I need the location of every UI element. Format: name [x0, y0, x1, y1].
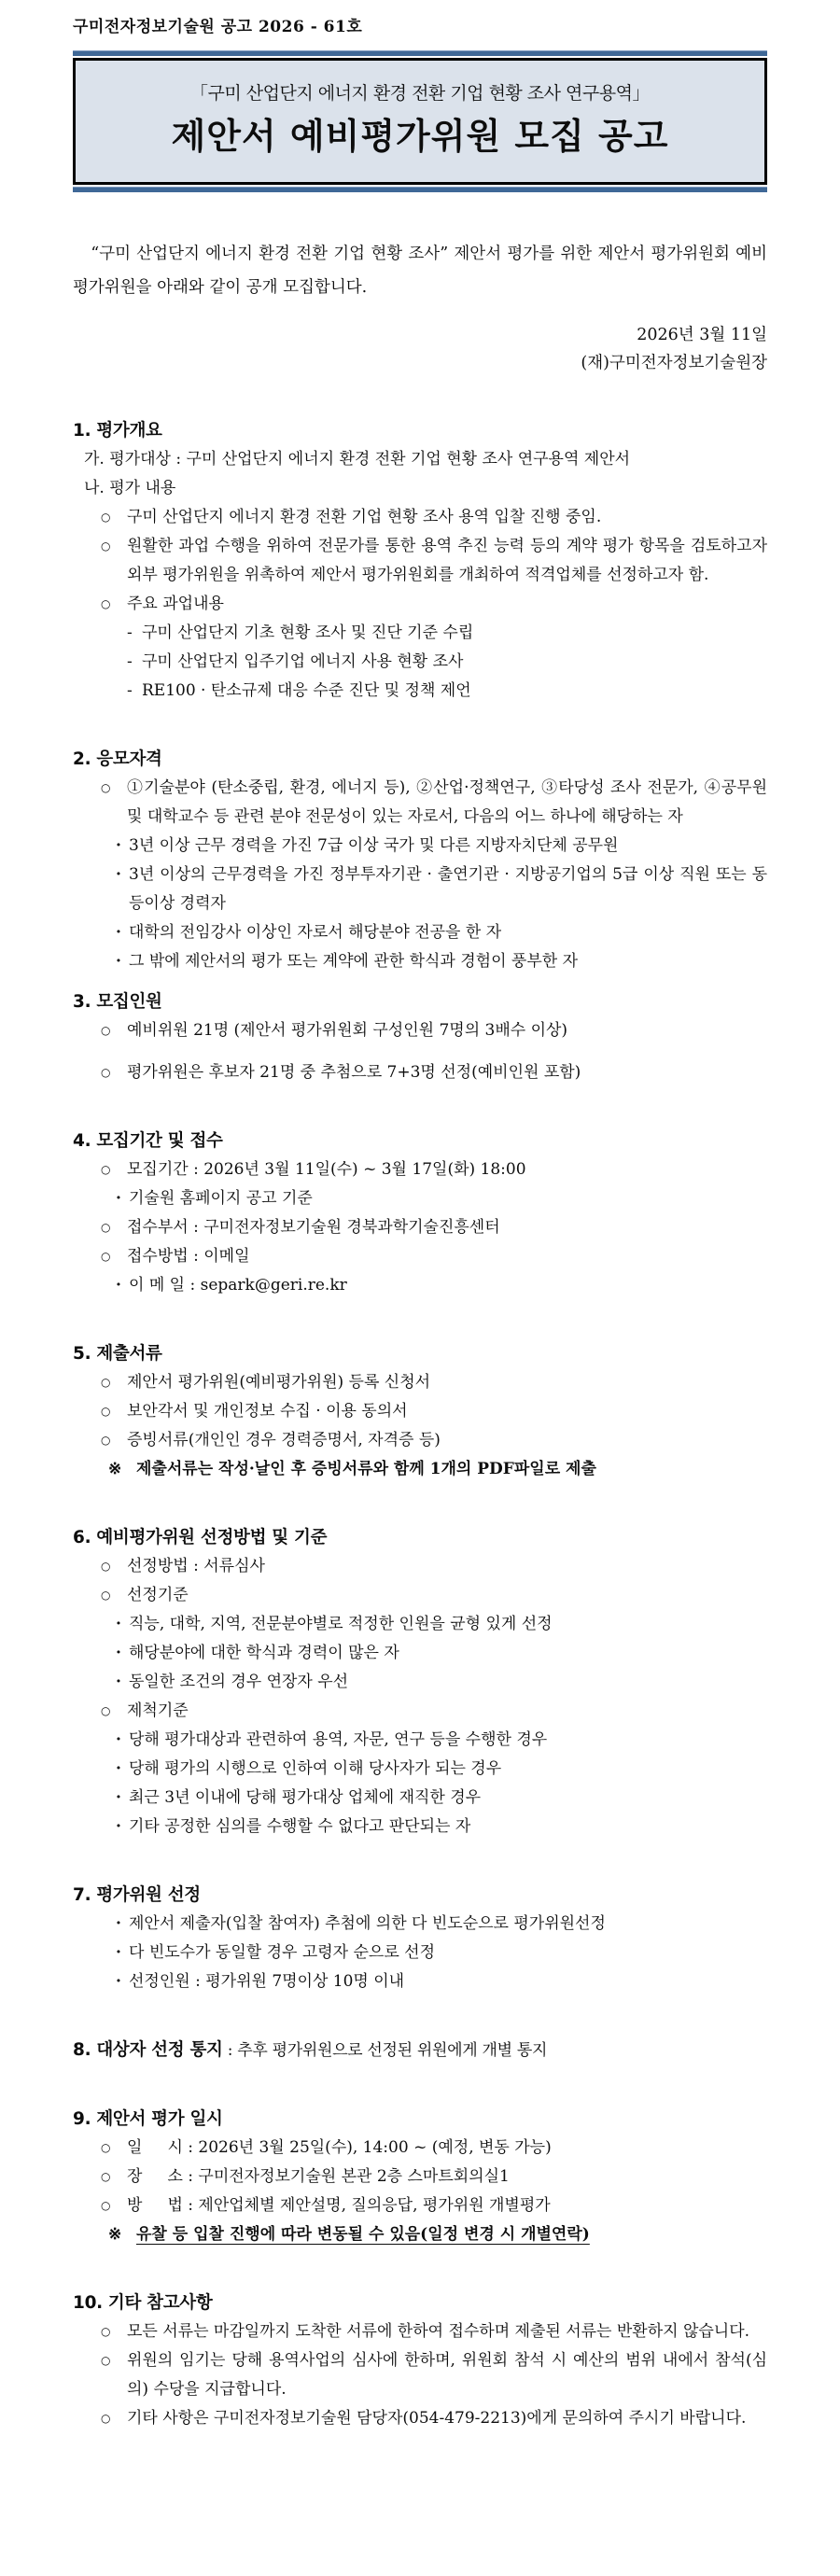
- section-heading: [73, 745, 767, 774]
- bullet-marker: ○: [101, 2411, 111, 2425]
- section-title: 평가개요: [96, 420, 162, 441]
- section-number: 1.: [73, 420, 91, 441]
- notice-number: 구미전자정보기술원 공고 2026 - 61호: [73, 18, 363, 36]
- section-number: 2.: [73, 749, 91, 769]
- section-5: [73, 1339, 767, 1484]
- section-heading: [73, 416, 767, 445]
- list-item: [73, 1155, 767, 1184]
- list-item: [73, 1639, 767, 1668]
- list-item: [73, 1426, 767, 1455]
- bullet-marker: ·: [116, 1614, 121, 1633]
- list-item: [73, 1784, 767, 1813]
- bullet-marker: ○: [101, 596, 111, 610]
- list-item: [73, 474, 767, 503]
- list-item: [73, 648, 767, 677]
- list-item: [73, 1058, 767, 1087]
- list-item: [73, 1910, 767, 1939]
- list-item: [73, 861, 767, 918]
- bullet-marker: ○: [101, 1023, 111, 1037]
- list-item-text: 기타 사항은 구미전자정보기술원 담당자(054-479-2213)에게 문의하여 주시기 바랍니다.: [127, 2408, 747, 2428]
- section-1: [73, 416, 767, 706]
- list-item: [73, 1368, 767, 1397]
- list-item: [73, 2404, 767, 2433]
- list-item: [73, 1581, 767, 1610]
- list-item: [73, 1697, 767, 1726]
- bullet-marker: ○: [101, 1703, 111, 1717]
- bullet-marker: ○: [101, 1404, 111, 1418]
- list-item: [73, 1397, 767, 1426]
- list-item: [73, 1552, 767, 1581]
- list-item: [73, 2317, 767, 2346]
- list-item: [73, 2191, 767, 2220]
- list-item-text: 장 소 : 구미전자정보기술원 본관 2층 스마트회의실1: [127, 2166, 510, 2186]
- section-title: 제안서 평가 일시: [96, 2108, 223, 2129]
- bullet-marker: ·: [116, 835, 121, 855]
- list-item-text: 당해 평가의 시행으로 인하여 이해 당사자가 되는 경우: [129, 1758, 502, 1778]
- list-item-text: 유찰 등 입찰 진행에 따라 변동될 수 있음(일정 변경 시 개별연락): [136, 2224, 590, 2244]
- list-item: [73, 1967, 767, 1996]
- list-item-text: 기타 공정한 심의를 수행할 수 없다고 판단되는 자: [129, 1816, 471, 1836]
- list-item-text: 동일한 조건의 경우 연장자 우선: [129, 1672, 349, 1691]
- reference-mark: ※: [108, 2224, 122, 2244]
- issuer-signature: (재)구미전자정보기술원장: [581, 353, 767, 372]
- bullet-marker: ○: [101, 2353, 111, 2367]
- section-title: 기타 참고사항: [107, 2292, 213, 2313]
- bullet-marker: ○: [101, 539, 111, 553]
- list-item-text: 평가위원은 후보자 21명 중 추첨으로 7+3명 선정(예비인원 포함): [127, 1062, 581, 1082]
- bullet-marker: ·: [116, 1971, 121, 1991]
- list-item-text: 접수방법 : 이메일: [127, 1246, 250, 1266]
- list-item-text: 기술원 홈페이지 공고 기준: [129, 1188, 313, 1208]
- list-item: [73, 1271, 767, 1300]
- section-7: [73, 1881, 767, 1996]
- title-box: [73, 58, 767, 185]
- section-heading: [73, 1339, 767, 1368]
- list-item-text: 제척기준: [127, 1701, 189, 1720]
- list-item-text: 예비위원 21명 (제안서 평가위원회 구성인원 7명의 3배수 이상): [127, 1020, 568, 1040]
- list-item: [73, 1242, 767, 1271]
- bullet-marker: ○: [101, 1559, 111, 1573]
- list-item-text: 3년 이상 근무 경력을 가진 7급 이상 국가 및 다른 지방자치단체 공무원: [129, 835, 619, 855]
- section-number: 6.: [73, 1527, 91, 1547]
- reference-mark: ※: [108, 1459, 122, 1478]
- section-title: 대상자 선정 통지: [96, 2039, 223, 2060]
- list-item: [73, 1939, 767, 1967]
- section-heading: [73, 2105, 767, 2134]
- list-item: [73, 918, 767, 947]
- list-item-text: 모든 서류는 마감일까지 도착한 서류에 한하여 접수하며 제출된 서류는 반환하지 않습니다.: [127, 2321, 750, 2341]
- section-number: 10.: [73, 2292, 103, 2313]
- list-item-text: 제출서류는 작성·날인 후 증빙서류와 함께 1개의 PDF파일로 제출: [136, 1459, 596, 1478]
- section-title: 응모자격: [96, 749, 162, 769]
- bullet-marker: ○: [101, 2198, 111, 2212]
- list-item: [73, 677, 767, 706]
- list-item-text: 제안서 평가위원(예비평가위원) 등록 신청서: [127, 1372, 431, 1392]
- bullet-marker: ○: [101, 2324, 111, 2338]
- list-item-text: 다 빈도수가 동일할 경우 고령자 순으로 선정: [129, 1942, 436, 1962]
- list-item-text: 3년 이상의 근무경력을 가진 정부투자기관 · 출연기관 · 지방공기업의 5급 이상 직원 또는 동등이상 경력자: [129, 864, 767, 913]
- list-item-text: 제안서 제출자(입찰 참여자) 추첨에 의한 다 빈도순으로 평가위원선정: [129, 1913, 606, 1933]
- list-item: [73, 1755, 767, 1784]
- bullet-marker: ○: [101, 1162, 111, 1176]
- section-heading: [73, 1523, 767, 1552]
- list-item: [73, 1184, 767, 1213]
- section-number: 5.: [73, 1343, 91, 1364]
- bullet-marker: ·: [116, 1643, 121, 1662]
- intro-paragraph: “구미 산업단지 에너지 환경 전환 기업 현황 조사” 제안서 평가를 위한 제안서 평가위원회 예비 평가위원을 아래와 같이 공개 모집합니다.: [73, 245, 767, 297]
- list-item-text: 주요 과업내용: [127, 594, 224, 613]
- list-item-text: 최근 3년 이내에 당해 평가대상 업체에 재직한 경우: [129, 1787, 482, 1807]
- bullet-marker: ○: [101, 1588, 111, 1602]
- section-6: [73, 1523, 767, 1841]
- bullet-marker: ○: [101, 1249, 111, 1263]
- list-item-text: 방 법 : 제안업체별 제안설명, 질의응답, 평가위원 개별평가: [127, 2195, 551, 2215]
- section-10: [73, 2289, 767, 2433]
- bullet-marker: ·: [116, 1188, 121, 1208]
- section-2: [73, 745, 767, 976]
- list-item-text: 이 메 일 : separk@geri.re.kr: [129, 1275, 347, 1295]
- list-item-text: 가. 평가대상 : 구미 산업단지 에너지 환경 전환 기업 현황 조사 연구용역 제안서: [84, 449, 631, 469]
- section-title: 제출서류: [96, 1343, 162, 1364]
- bullet-marker: ○: [101, 2169, 111, 2183]
- list-item-text: 대학의 전임강사 이상인 자로서 해당분야 전공을 한 자: [129, 922, 502, 942]
- list-item: [73, 1813, 767, 1841]
- list-item-text: 모집기간 : 2026년 3월 11일(수) ~ 3월 17일(화) 18:00: [127, 1159, 526, 1179]
- list-item: [73, 2163, 767, 2191]
- section-number: 7.: [73, 1884, 91, 1905]
- list-item: [73, 503, 767, 532]
- bullet-marker: ·: [116, 1787, 121, 1807]
- section-heading: [73, 1881, 767, 1910]
- list-item-text: 구미 산업단지 입주기업 에너지 사용 현황 조사: [142, 651, 464, 671]
- list-item: [73, 590, 767, 619]
- bullet-marker: ○: [101, 510, 111, 524]
- list-item-text: 위원의 임기는 당해 용역사업의 심사에 한하며, 위원회 참석 시 예산의 범위 내에서 참석(심의) 수당을 지급합니다.: [127, 2350, 767, 2399]
- bullet-marker: ·: [116, 1275, 121, 1295]
- list-item-text: 구미 산업단지 기초 현황 조사 및 진단 기준 수립: [142, 623, 474, 642]
- section-number: 8.: [73, 2039, 91, 2060]
- bullet-marker: ○: [101, 780, 111, 794]
- project-subtitle: 「구미 산업단지 에너지 환경 전환 기업 현황 조사 연구용역」: [190, 83, 650, 104]
- list-item-text: ①기술분야 (탄소중립, 환경, 에너지 등), ②산업·정책연구, ③타당성 조사 전문가, ④공무원 및 대학교수 등 관련 분야 전문성이 있는 자로서, 다음의 어느 하나에 해당하는 자: [127, 777, 767, 826]
- bullet-marker: -: [127, 651, 133, 671]
- list-item-text: 당해 평가대상과 관련하여 용역, 자문, 연구 등을 수행한 경우: [129, 1729, 548, 1749]
- list-item: [73, 1455, 767, 1484]
- section-3: [73, 987, 767, 1087]
- bullet-marker: ○: [101, 2140, 111, 2154]
- bullet-marker: ○: [101, 1433, 111, 1447]
- bullet-marker: -: [127, 623, 133, 642]
- section-heading: [73, 2036, 767, 2065]
- bullet-marker: ·: [116, 951, 121, 971]
- bullet-marker: ○: [101, 1065, 111, 1079]
- list-item-text: 선정인원 : 평가위원 7명이상 10명 이내: [129, 1971, 405, 1991]
- section-number: 9.: [73, 2108, 91, 2129]
- list-item-text: 일 시 : 2026년 3월 25일(수), 14:00 ~ (예정, 변동 가능): [127, 2137, 552, 2157]
- list-item-text: 그 밖에 제안서의 평가 또는 계약에 관한 학식과 경험이 풍부한 자: [129, 951, 579, 971]
- list-item-text: 해당분야에 대한 학식과 경력이 많은 자: [129, 1643, 399, 1662]
- list-item: [73, 1610, 767, 1639]
- list-item: [73, 2220, 767, 2249]
- list-item-text: 나. 평가 내용: [84, 478, 176, 497]
- sections-container: [73, 416, 767, 2433]
- list-item: [73, 1016, 767, 1045]
- list-item: [73, 1213, 767, 1242]
- list-item: [73, 774, 767, 832]
- bullet-marker: ·: [116, 864, 121, 884]
- bullet-marker: ·: [116, 1758, 121, 1778]
- section-4: [73, 1127, 767, 1300]
- bullet-marker: ·: [116, 1913, 121, 1933]
- section-9: [73, 2105, 767, 2249]
- section-heading: [73, 987, 767, 1016]
- list-item: [73, 1668, 767, 1697]
- list-item-text: 선정기준: [127, 1585, 189, 1604]
- list-item: [73, 832, 767, 861]
- bullet-marker: ·: [116, 1672, 121, 1691]
- bullet-marker: ·: [116, 922, 121, 942]
- bullet-marker: ·: [116, 1942, 121, 1962]
- list-item: [73, 947, 767, 976]
- bullet-marker: ·: [116, 1729, 121, 1749]
- bottom-accent-rule: [73, 187, 767, 192]
- section-number: 3.: [73, 991, 91, 1012]
- section-heading: [73, 1127, 767, 1155]
- bullet-marker: -: [127, 680, 133, 700]
- section-8: [73, 2036, 767, 2065]
- section-heading-suffix: : 추후 평가위원으로 선정된 위원에게 개별 통지: [222, 2040, 548, 2060]
- list-item-text: RE100 · 탄소규제 대응 수준 진단 및 정책 제언: [142, 680, 471, 700]
- list-item: [73, 532, 767, 590]
- section-heading: [73, 2289, 767, 2317]
- list-item: [73, 619, 767, 648]
- list-item-text: 구미 산업단지 에너지 환경 전환 기업 현황 조사 용역 입찰 진행 중임.: [127, 507, 602, 526]
- announcement-date: 2026년 3월 11일: [637, 325, 767, 344]
- list-item-text: 증빙서류(개인인 경우 경력증명서, 자격증 등): [127, 1430, 441, 1449]
- top-accent-rule: [73, 50, 767, 56]
- list-item: [73, 2346, 767, 2404]
- list-item: [73, 445, 767, 474]
- list-item: [73, 1726, 767, 1755]
- list-item-text: 접수부서 : 구미전자정보기술원 경북과학기술진흥센터: [127, 1217, 500, 1237]
- section-title: 모집인원: [96, 991, 162, 1012]
- bullet-marker: ·: [116, 1816, 121, 1836]
- section-title: 모집기간 및 접수: [96, 1130, 223, 1151]
- list-item-text: 직능, 대학, 지역, 전문분야별로 적정한 인원을 균형 있게 선정: [129, 1614, 553, 1633]
- list-item-text: 선정방법 : 서류심사: [127, 1556, 265, 1575]
- bullet-marker: ○: [101, 1220, 111, 1234]
- section-title: 평가위원 선정: [96, 1884, 201, 1905]
- page-title: 제안서 예비평가위원 모집 공고: [171, 116, 669, 157]
- section-number: 4.: [73, 1130, 91, 1151]
- list-item: [73, 2134, 767, 2163]
- bullet-marker: ○: [101, 1375, 111, 1389]
- list-item-text: 원활한 과업 수행을 위하여 전문가를 통한 용역 추진 능력 등의 계약 평가 항목을 검토하고자 외부 평가위원을 위촉하여 제안서 평가위원회를 개최하여 적격업체를 선정하고자 함.: [127, 536, 767, 584]
- section-title: 예비평가위원 선정방법 및 기준: [96, 1527, 328, 1547]
- list-item-text: 보안각서 및 개인정보 수집 · 이용 동의서: [127, 1401, 408, 1421]
